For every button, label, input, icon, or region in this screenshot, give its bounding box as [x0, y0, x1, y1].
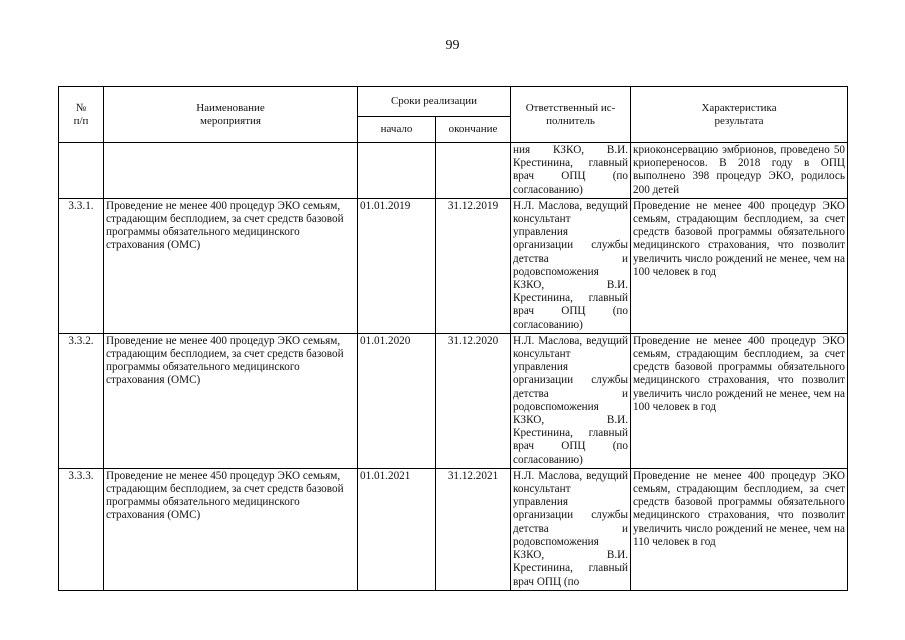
table-row [59, 468, 848, 590]
row-responsible: Н.Л. Маслова, ведущий консультант управления организации службы детства и родовспоможения КЗКО, В.И. Крестинина, главный врач ОПЦ (по согласованию) [511, 198, 631, 333]
row-start: 01.01.2020 [358, 333, 436, 468]
header-result: Характеристика результата [631, 87, 848, 143]
page-number: 99 [445, 38, 460, 53]
header-num: № п/п [59, 87, 104, 143]
cont-name [104, 143, 358, 199]
row-num: 3.3.1. [59, 198, 104, 333]
row-name: Проведение не менее 400 процедур ЭКО семьям, страдающим бесплодием, за счет средств базовой программы обязательного медицинского страхования (ОМС) [104, 333, 358, 468]
row-start: 01.01.2021 [358, 468, 436, 590]
row-result: Проведение не менее 400 процедур ЭКО семьям, страдающим бесплодием, за счет средств базовой программы обязательного медицинского страхования, что позволит увеличить число рождений не менее, чем на 110 человек в год [631, 468, 848, 590]
activities-table [58, 86, 848, 591]
row-result: Проведение не менее 400 процедур ЭКО семьям, страдающим бесплодием, за счет средств базовой программы обязательного медицинского страхования, что позволит увеличить число рождений не менее, чем на 100 человек в год [631, 333, 848, 468]
row-name: Проведение не менее 400 процедур ЭКО семьям, страдающим бесплодием, за счет средств базовой программы обязательного медицинского страхования (ОМС) [104, 198, 358, 333]
header-start: начало [358, 117, 436, 143]
header-terms: Сроки реализации [358, 87, 511, 117]
continuation-row [59, 143, 848, 199]
header-name: Наименование мероприятия [104, 87, 358, 143]
row-result: Проведение не менее 400 процедур ЭКО семьям, страдающим бесплодием, за счет средств базовой программы обязательного медицинского страхования, что позволит увеличить число рождений не менее, чем на 100 человек в год [631, 198, 848, 333]
cont-num [59, 143, 104, 199]
row-end: 31.12.2021 [436, 468, 511, 590]
table-row [59, 333, 848, 468]
row-num: 3.3.3. [59, 468, 104, 590]
row-name: Проведение не менее 450 процедур ЭКО семьям, страдающим бесплодием, за счет средств базовой программы обязательного медицинского страхования (ОМС) [104, 468, 358, 590]
row-responsible: Н.Л. Маслова, ведущий консультант управления организации службы детства и родовспоможения КЗКО, В.И. Крестинина, главный врач ОПЦ (по [511, 468, 631, 590]
row-num: 3.3.2. [59, 333, 104, 468]
row-end: 31.12.2020 [436, 333, 511, 468]
cont-responsible: ния КЗКО, В.И. Крестинина, главный врач ОПЦ (по согласованию) [511, 143, 631, 199]
cont-end [436, 143, 511, 199]
row-responsible: Н.Л. Маслова, ведущий консультант управления организации службы детства и родовспоможения КЗКО, В.И. Крестинина, главный врач ОПЦ (по согласованию) [511, 333, 631, 468]
row-start: 01.01.2019 [358, 198, 436, 333]
row-end: 31.12.2019 [436, 198, 511, 333]
header-responsible: Ответственный ис- полнитель [511, 87, 631, 143]
table-row [59, 198, 848, 333]
header-end: окончание [436, 117, 511, 143]
cont-result: криоконсервацию эмбрионов, проведено 50 криопереносов. В 2018 году в ОПЦ выполнено 398 процедур ЭКО, родилось 200 детей [631, 143, 848, 199]
cont-start [358, 143, 436, 199]
